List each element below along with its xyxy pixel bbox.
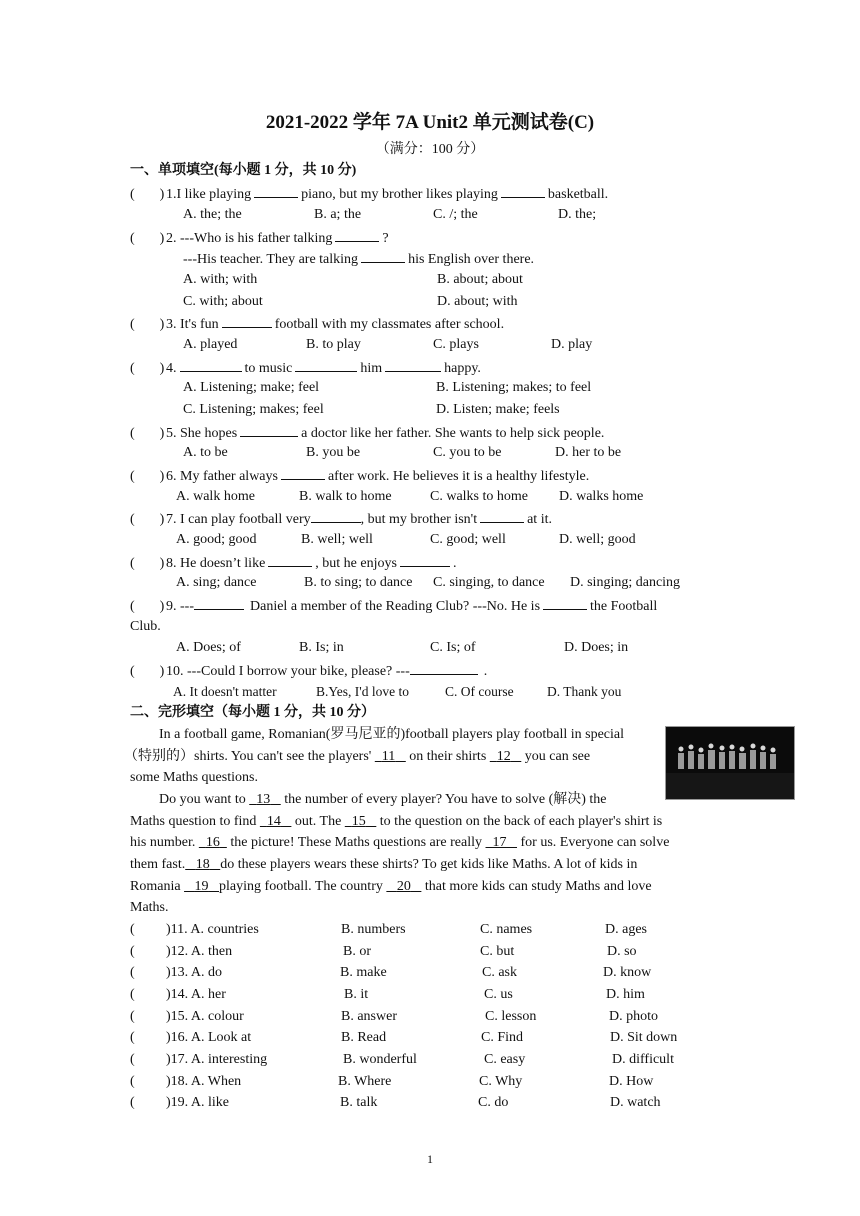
question-7: ( ) 7. I can play football very , but my brother isn't at it.: [130, 509, 552, 529]
blank: [335, 228, 379, 242]
blank: [501, 184, 545, 198]
section-heading-cloze: 二、完形填空（每小题 1 分，共 10 分）: [130, 705, 375, 720]
full-score-note: （满分：100 分）: [375, 142, 485, 157]
passage-line: Maths question to find 14 out. The 15 to the question on the back of each player's shirt is: [130, 814, 663, 829]
option-d: D. so: [607, 944, 637, 959]
option-d: D. Does; in: [564, 640, 629, 655]
cloze-question-option-a: )12. A. then: [166, 944, 233, 959]
option-d: D. about; with: [437, 294, 518, 309]
option-d: D. difficult: [612, 1052, 674, 1067]
cloze-question-option-a: )18. A. When: [166, 1074, 242, 1089]
page-title: 2021-2022 学年 7A Unit2 单元测试卷(C): [265, 112, 595, 133]
option-b: B. it: [344, 987, 369, 1002]
option-b: B. Is; in: [299, 640, 344, 655]
option-c: C. Is; of: [430, 640, 476, 655]
option-c: C. you to be: [433, 445, 502, 460]
answer-paren[interactable]: (: [130, 1074, 135, 1089]
answer-paren[interactable]: ( ): [130, 317, 165, 332]
blank: [254, 184, 298, 198]
option-d: D. Thank you: [547, 684, 622, 699]
option-d: D. walks home: [559, 489, 644, 504]
passage-line: some Maths questions.: [130, 770, 258, 785]
question-9: ( ) 9. --- Daniel a member of the Reading Club? ---No. He is the Football: [130, 596, 657, 616]
cloze-question-option-a: )16. A. Look at: [166, 1030, 252, 1045]
option-a: A. It doesn't matter: [173, 684, 277, 699]
option-b: B. well; well: [301, 532, 373, 547]
passage-line: his number. 16 the picture! These Maths questions are really 17 for us. Everyone can solve: [130, 835, 670, 850]
option-b: B. talk: [340, 1095, 378, 1110]
option-c: C. lesson: [485, 1009, 537, 1024]
answer-paren[interactable]: (: [130, 944, 135, 959]
blank: [194, 596, 244, 610]
option-a: A. sing; dance: [176, 575, 257, 590]
option-d: D. Sit down: [610, 1030, 678, 1045]
option-c: C. singing, to dance: [433, 575, 545, 590]
blank: [240, 423, 298, 437]
cloze-question-option-a: )14. A. her: [166, 987, 226, 1002]
option-d: D. ages: [605, 922, 647, 937]
option-b: B. you be: [306, 445, 361, 460]
cloze-question-option-a: )19. A. like: [166, 1095, 229, 1110]
option-b: B. walk to home: [299, 489, 392, 504]
option-b: B. Where: [338, 1074, 392, 1089]
answer-paren[interactable]: ( ): [130, 361, 165, 376]
blank-20: 20: [396, 879, 411, 894]
section-heading-single-choice: 一、单项填空(每小题 1 分，共 10 分): [130, 163, 357, 178]
option-d: D. play: [551, 337, 593, 352]
option-c: C. plays: [433, 337, 479, 352]
answer-paren[interactable]: ( ): [130, 426, 165, 441]
answer-paren[interactable]: ( ): [130, 664, 165, 679]
cloze-question-option-a: )15. A. colour: [166, 1009, 244, 1024]
option-c: C. with; about: [183, 294, 263, 309]
question-4: ( ) 4. to music him happy.: [130, 358, 481, 378]
option-c: C. us: [484, 987, 513, 1002]
option-d: D. the;: [558, 207, 597, 222]
blank: [281, 466, 325, 480]
answer-paren[interactable]: ( ): [130, 231, 165, 246]
answer-paren[interactable]: ( ): [130, 187, 165, 202]
option-c: C. Of course: [445, 684, 514, 699]
blank: [480, 509, 524, 523]
option-c: C. Listening; makes; feel: [183, 402, 324, 417]
blank-19: 19: [194, 879, 209, 894]
option-c: C. walks to home: [430, 489, 528, 504]
blank-15: 15: [351, 814, 366, 829]
option-c: C. Find: [481, 1030, 524, 1045]
question-10: ( ) 10. ---Could I borrow your bike, please? --- .: [130, 661, 487, 681]
option-b: B. Listening; makes; to feel: [436, 380, 592, 395]
passage-line: them fast. 18 do these players wears these shirts? To get kids like Maths. A lot of kids in: [130, 857, 638, 872]
question-1: ( ) 1.I like playing piano, but my brother likes playing basketball.: [130, 184, 608, 204]
option-d: D. know: [603, 965, 652, 980]
option-a: A. played: [183, 337, 238, 352]
option-b: B. or: [343, 944, 371, 959]
option-a: A. Does; of: [176, 640, 241, 655]
option-c: C. Why: [479, 1074, 523, 1089]
question-6: ( ) 6. My father always after work. He believes it is a healthy lifestyle.: [130, 466, 589, 486]
passage-line: In a football game, Romanian(罗马尼亚的)football players play football in special: [159, 727, 624, 742]
option-b: B. about; about: [437, 272, 523, 287]
option-d: D. How: [609, 1074, 654, 1089]
blank: [400, 553, 450, 567]
answer-paren[interactable]: (: [130, 1095, 135, 1110]
question-3: ( ) 3. It's fun football with my classmates after school.: [130, 314, 504, 334]
blank: [311, 509, 361, 523]
blank-17: 17: [492, 835, 507, 850]
blank-18: 18: [195, 857, 210, 872]
blank: [268, 553, 312, 567]
option-c: C. do: [478, 1095, 509, 1110]
option-a: A. good; good: [176, 532, 257, 547]
option-d: D. Listen; make; feels: [436, 402, 560, 417]
blank-16: 16: [205, 835, 220, 850]
option-b: B. a; the: [314, 207, 362, 222]
answer-paren[interactable]: (: [130, 1030, 135, 1045]
question-8: ( ) 8. He doesn’t like , but he enjoys .: [130, 553, 456, 573]
option-d: D. singing; dancing: [570, 575, 681, 590]
blank: [361, 249, 405, 263]
answer-paren[interactable]: ( ): [130, 556, 165, 571]
option-d: D. him: [606, 987, 645, 1002]
blank: [222, 314, 272, 328]
blank-14: 14: [266, 814, 281, 829]
question-9-continued: Club.: [130, 619, 161, 634]
blank: [543, 596, 587, 610]
option-b: B. to play: [306, 337, 361, 352]
answer-paren[interactable]: ( ): [130, 599, 165, 614]
option-d: D. her to be: [555, 445, 622, 460]
blank-11: 11: [381, 749, 396, 764]
page-number: 1: [427, 1152, 433, 1166]
blank: [180, 358, 242, 372]
answer-paren[interactable]: (: [130, 1052, 135, 1067]
option-b: B. make: [340, 965, 387, 980]
cloze-question-option-a: )17. A. interesting: [166, 1052, 268, 1067]
question-2: ( ) 2. ---Who is his father talking ?: [130, 228, 389, 248]
cloze-question-option-a: )13. A. do: [166, 965, 222, 980]
passage-line: （特别的）shirts. You can't see the players' 11 on their shirts 12 you can see: [124, 749, 591, 764]
answer-paren[interactable]: ( ): [130, 512, 165, 527]
option-c: C. but: [480, 944, 515, 959]
option-c: C. easy: [484, 1052, 526, 1067]
answer-paren[interactable]: ( ): [130, 469, 165, 484]
option-c: C. good; well: [430, 532, 506, 547]
blank: [295, 358, 357, 372]
option-d: D. watch: [610, 1095, 661, 1110]
option-d: D. photo: [609, 1009, 658, 1024]
option-a: A. to be: [183, 445, 228, 460]
option-b: B.Yes, I'd love to: [316, 684, 409, 699]
blank-13: 13: [256, 792, 271, 807]
option-b: B. wonderful: [343, 1052, 417, 1067]
option-b: B. answer: [341, 1009, 397, 1024]
football-players-photo: [665, 726, 795, 800]
option-c: C. /; the: [433, 207, 478, 222]
option-c: C. names: [480, 922, 533, 937]
passage-line: Do you want to 13 the number of every player? You have to solve (解决) the: [159, 792, 607, 807]
blank: [410, 661, 478, 675]
option-a: A. with; with: [183, 272, 258, 287]
option-a: A. the; the: [183, 207, 242, 222]
passage-line: Romania 19 playing football. The country 20 that more kids can study Maths and love: [130, 879, 652, 894]
answer-paren[interactable]: (: [130, 987, 135, 1002]
option-b: B. Read: [341, 1030, 387, 1045]
option-d: D. well; good: [559, 532, 636, 547]
answer-paren[interactable]: (: [130, 922, 135, 937]
blank-12: 12: [496, 749, 511, 764]
option-c: C. ask: [482, 965, 517, 980]
answer-paren[interactable]: (: [130, 1009, 135, 1024]
answer-paren[interactable]: (: [130, 965, 135, 980]
cloze-question-option-a: )11. A. countries: [166, 922, 259, 937]
passage-line: Maths.: [130, 900, 169, 915]
question-2-reply: ---His teacher. They are talking his English over there.: [183, 249, 534, 269]
option-b: B. to sing; to dance: [304, 575, 413, 590]
option-b: B. numbers: [341, 922, 406, 937]
blank: [385, 358, 441, 372]
option-a: A. walk home: [176, 489, 255, 504]
option-a: A. Listening; make; feel: [183, 380, 320, 395]
question-5: ( ) 5. She hopes a doctor like her father. She wants to help sick people.: [130, 423, 604, 443]
